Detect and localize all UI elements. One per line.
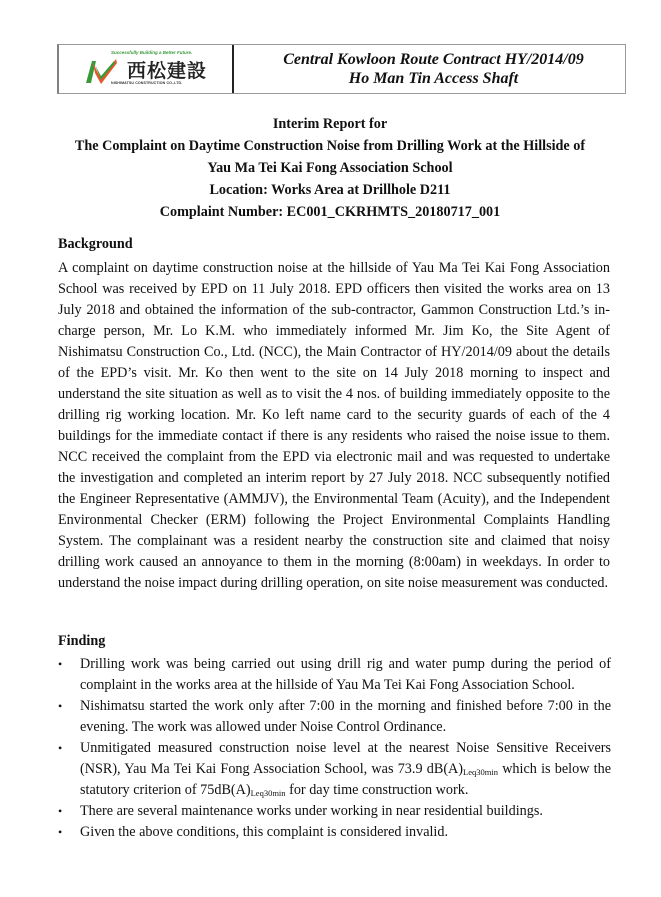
background-paragraph: A complaint on daytime construction noise at the hillside of Yau Ma Tei Kai Fong Association School was received by EPD on 11 July 2018. EPD officers then visited the works area on 13 July 2018 and obtained the information of the sub-contractor, Gammon Construction Ltd.’s in-charge person, Mr. Lo K.M. who immediately informed Mr. Jim Ko, the Site Agent of Nishimatsu Construction Co., Ltd. (NCC), the Main Contractor of HY/2014/09 about the details of the EPD’s visit. Mr. Ko then went to the site on 14 July 2018 morning to inspect and understand the site situation as well as to visit the 4 nos. of building immediately opposite to the drilling rig working location. Mr. Ko left name card to the security guards of each of the 4 buildings for the immediate contact if there is any residents who raised the noise issue to them. NCC received the complaint from the EPD via electronic mail and was requested to undertake the investigation and completed an interim report by 27 July 2018. NCC subsequently notified the Engineer Representative (AMMJV), the Environmental Team (Acuity), and the Independent Environmental Checker (ERM) following the Project Environmental Complaints Handling System. The complainant was a resident nearby the construction site and claimed that noisy drilling work caused an annoyance to them in the morning (8:00am) in weekdays. In order to understand the noise impact during drilling operation, on site noise measurement was conducted. bbox=[58, 260, 610, 591]
bullet-icon: • bbox=[58, 657, 63, 671]
finding-text: Nishimatsu started the work only after 7:00 in the morning and finished before 7:00 in the evening. The work was allowed under Noise Control Ordinance. bbox=[80, 698, 611, 735]
logo-company-name: NISHIMATSU CONSTRUCTION CO.,LTD. bbox=[111, 81, 183, 85]
contract-title-line2: Ho Man Tin Access Shaft bbox=[348, 70, 519, 87]
finding-item bbox=[58, 822, 611, 843]
bullet-icon: • bbox=[58, 699, 63, 713]
bullet-icon: • bbox=[58, 741, 63, 755]
finding-text-part: Unmitigated measured construction noise level at the nearest Noise Sensitive Receivers (NSR), Yau Ma Tei Kai Fong Association School, was 73.9 dB(A) bbox=[80, 740, 611, 777]
finding-heading: Finding bbox=[58, 633, 106, 649]
contract-title-line1: Central Kowloon Route Contract HY/2014/09 bbox=[283, 51, 584, 68]
bullet-icon: • bbox=[58, 825, 63, 839]
report-heading bbox=[40, 113, 620, 223]
background-heading: Background bbox=[58, 236, 133, 252]
report-heading-line: Yau Ma Tei Kai Fong Association School bbox=[207, 160, 453, 176]
finding-text: Given the above conditions, this complaint is considered invalid. bbox=[80, 824, 449, 840]
report-heading-line: Interim Report for bbox=[272, 116, 388, 132]
contract-title bbox=[234, 45, 625, 93]
finding-text-part: for day time construction work. bbox=[285, 782, 469, 798]
report-location: Location: Works Area at Drillhole D211 bbox=[209, 182, 451, 198]
finding-item bbox=[58, 738, 611, 801]
finding-list bbox=[58, 654, 611, 843]
finding-item bbox=[58, 696, 611, 738]
finding-text: Drilling work was being carried out using drill rig and water pump during the period of complaint in the works area at the hillside of Yau Ma Tei Kai Fong Association School. bbox=[80, 656, 611, 693]
logo-tagline: Successfully Building a Better Future. bbox=[111, 50, 193, 55]
company-logo bbox=[59, 45, 234, 93]
leq-subscript: Leq30min bbox=[463, 767, 498, 777]
leq-subscript: Leq30min bbox=[250, 788, 286, 798]
document-header bbox=[57, 44, 626, 94]
finding-item bbox=[58, 801, 611, 822]
report-heading-line: The Complaint on Daytime Construction Noise from Drilling Work at the Hillside of bbox=[74, 138, 586, 154]
finding-item bbox=[58, 654, 611, 696]
finding-text: There are several maintenance works under working in near residential buildings. bbox=[80, 803, 543, 819]
finding-text-part: which is below the statutory criterion of 75dB(A) bbox=[80, 761, 611, 798]
bullet-icon: • bbox=[58, 804, 63, 818]
finding-text bbox=[80, 740, 611, 798]
logo-cjk-name: 西松建設 bbox=[127, 60, 208, 82]
complaint-number: Complaint Number: EC001_CKRHMTS_20180717_001 bbox=[159, 204, 501, 220]
